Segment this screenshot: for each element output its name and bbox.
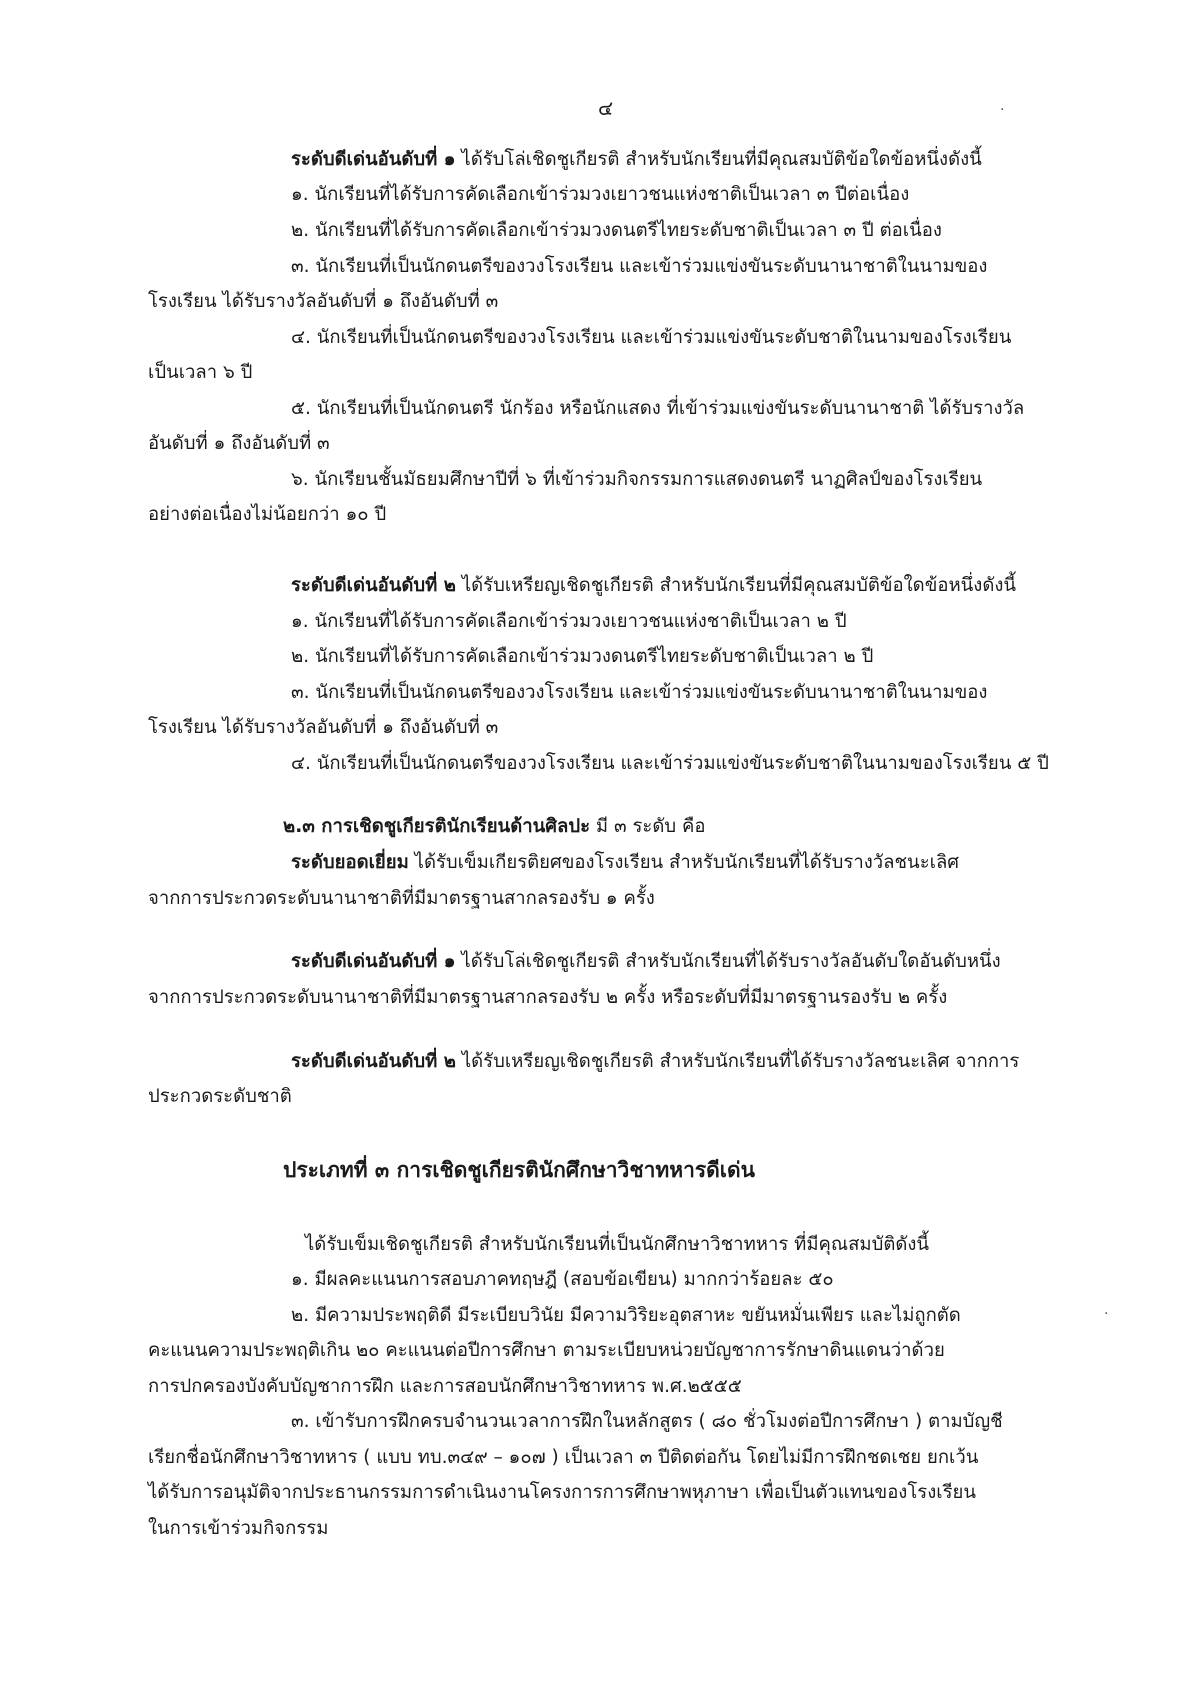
list-item: ๑. นักเรียนที่ได้รับการคัดเลือกเข้าร่วมวงเยาวชนแห่งชาติเป็นเวลา ๒ ปี — [291, 611, 847, 632]
paragraph-continuation: จากการประกวดระดับนานาชาติที่มีมาตรฐานสากลรองรับ ๒ ครั้ง หรือระดับที่มีมาตรฐานรองรับ ๒ ครั้ง — [148, 987, 948, 1008]
level-label: ระดับดีเด่นอันดับที่ ๒ — [291, 1051, 456, 1072]
paragraph-line — [291, 854, 959, 873]
list-item-continuation: เรียกชื่อนักศึกษาวิชาทหาร ( แบบ ทบ.๓๔๙ – ๑๐๗ ) เป็นเวลา ๓ ปีติดต่อกัน โดยไม่มีการฝึกชดเชย ยกเว้น — [148, 1447, 979, 1468]
list-item-continuation: เป็นเวลา ๖ ปี — [148, 362, 253, 383]
section-heading — [283, 818, 706, 837]
page-number: ๔ — [598, 96, 614, 120]
level-label: ระดับดีเด่นอันดับที่ ๒ — [291, 575, 456, 596]
level-label: ระดับดีเด่นอันดับที่ ๑ — [291, 951, 456, 972]
list-item: ๕. นักเรียนที่เป็นนักดนตรี นักร้อง หรือนักแสดง ที่เข้าร่วมแข่งขันระดับนานาชาติ ได้รับรางวัล — [291, 398, 1025, 419]
list-item: ๑. มีผลคะแนนการสอบภาคทฤษฎี (สอบข้อเขียน) มากกว่าร้อยละ ๕๐ — [291, 1269, 834, 1290]
level-label: ระดับยอดเยี่ยม — [291, 852, 409, 873]
list-item-continuation: ได้รับการอนุมัติจากประธานกรรมการดำเนินงานโครงการการศึกษาพหุภาษา เพื่อเป็นตัวแทนของโรงเรียน — [148, 1482, 976, 1503]
list-item-continuation: โรงเรียน ได้รับรางวัลอันดับที่ ๑ ถึงอันดับที่ ๓ — [148, 717, 499, 738]
paragraph-continuation: จากการประกวดระดับนานาชาติที่มีมาตรฐานสากลรองรับ ๑ ครั้ง — [148, 888, 655, 909]
list-item-continuation: อันดับที่ ๑ ถึงอันดับที่ ๓ — [148, 433, 330, 454]
paragraph-line: ได้รับเข็มเชิดชูเกียรติ สำหรับนักเรียนที่เป็นนักศึกษาวิชาทหาร ที่มีคุณสมบัติดังนี้ — [305, 1234, 930, 1255]
section-title: ๒.๓ การเชิดชูเกียรตินักเรียนด้านศิลปะ — [283, 816, 591, 837]
paragraph-line — [291, 577, 1016, 596]
scan-speck: · — [1104, 1306, 1109, 1322]
list-item: ๓. นักเรียนที่เป็นนักดนตรีของวงโรงเรียน และเข้าร่วมแข่งขันระดับนานาชาติในนามของ — [291, 256, 988, 277]
line-text: ได้รับโล่เชิดชูเกียรติ สำหรับนักเรียนที่ได้รับรางวัลอันดับใดอันดับหนึ่ง — [455, 951, 1001, 972]
list-item-continuation: การปกครองบังคับบัญชาการฝึก และการสอบนักศึกษาวิชาทหาร พ.ศ.๒๕๕๕ — [148, 1376, 742, 1397]
paragraph-line — [291, 151, 982, 170]
scan-speck: · — [1000, 102, 1005, 118]
level-label: ระดับดีเด่นอันดับที่ ๑ — [291, 149, 456, 170]
list-item-continuation: โรงเรียน ได้รับรางวัลอันดับที่ ๑ ถึงอันดับที่ ๓ — [148, 291, 499, 312]
list-item-continuation: ในการเข้าร่วมกิจกรรม — [148, 1518, 329, 1539]
line-text: ได้รับเหรียญเชิดชูเกียรติ สำหรับนักเรียนที่ได้รับรางวัลชนะเลิศ จากการ — [455, 1051, 1020, 1072]
list-item-continuation: อย่างต่อเนื่องไม่น้อยกว่า ๑๐ ปี — [148, 504, 387, 525]
list-item-continuation: คะแนนความประพฤติเกิน ๒๐ คะแนนต่อปีการศึกษา ตามระเบียบหน่วยบัญชาการรักษาดินแดนว่าด้วย — [148, 1340, 945, 1361]
category-heading: ประเภทที่ ๓ การเชิดชูเกียรตินักศึกษาวิชาทหารดีเด่น — [283, 1158, 755, 1182]
list-item: ๓. เข้ารับการฝึกครบจำนวนเวลาการฝึกในหลักสูตร ( ๘๐ ชั่วโมงต่อปีการศึกษา ) ตามบัญชี — [291, 1411, 1003, 1432]
paragraph-line — [291, 953, 1001, 972]
list-item: ๒. นักเรียนที่ได้รับการคัดเลือกเข้าร่วมวงดนตรีไทยระดับชาติเป็นเวลา ๓ ปี ต่อเนื่อง — [291, 220, 942, 241]
list-item: ๖. นักเรียนชั้นมัธยมศึกษาปีที่ ๖ ที่เข้าร่วมกิจกรรมการแสดงดนตรี นาฏศิลป์ของโรงเรียน — [291, 469, 983, 490]
list-item: ๔. นักเรียนที่เป็นนักดนตรีของวงโรงเรียน และเข้าร่วมแข่งขันระดับชาติในนามของโรงเรียน ๕ ปี — [291, 753, 1049, 774]
line-text: ได้รับโล่เชิดชูเกียรติ สำหรับนักเรียนที่มีคุณสมบัติข้อใดข้อหนึ่งดังนี้ — [455, 149, 982, 170]
line-text: ได้รับเข็มเกียรติยศของโรงเรียน สำหรับนักเรียนที่ได้รับรางวัลชนะเลิศ — [408, 852, 960, 873]
list-item: ๒. นักเรียนที่ได้รับการคัดเลือกเข้าร่วมวงดนตรีไทยระดับชาติเป็นเวลา ๒ ปี — [291, 646, 874, 667]
paragraph-line — [291, 1053, 1019, 1072]
list-item: ๒. มีความประพฤติดี มีระเบียบวินัย มีความวิริยะอุตสาหะ ขยันหมั่นเพียร และไม่ถูกตัด — [291, 1305, 961, 1326]
list-item: ๑. นักเรียนที่ได้รับการคัดเลือกเข้าร่วมวงเยาวชนแห่งชาติเป็นเวลา ๓ ปีต่อเนื่อง — [291, 184, 910, 205]
list-item: ๓. นักเรียนที่เป็นนักดนตรีของวงโรงเรียน และเข้าร่วมแข่งขันระดับนานาชาติในนามของ — [291, 682, 988, 703]
paragraph-continuation: ประกวดระดับชาติ — [148, 1086, 292, 1107]
list-item: ๔. นักเรียนที่เป็นนักดนตรีของวงโรงเรียน และเข้าร่วมแข่งขันระดับชาติในนามของโรงเรียน — [291, 327, 1012, 348]
line-text: มี ๓ ระดับ คือ — [590, 816, 706, 837]
line-text: ได้รับเหรียญเชิดชูเกียรติ สำหรับนักเรียนที่มีคุณสมบัติข้อใดข้อหนึ่งดังนี้ — [455, 575, 1017, 596]
